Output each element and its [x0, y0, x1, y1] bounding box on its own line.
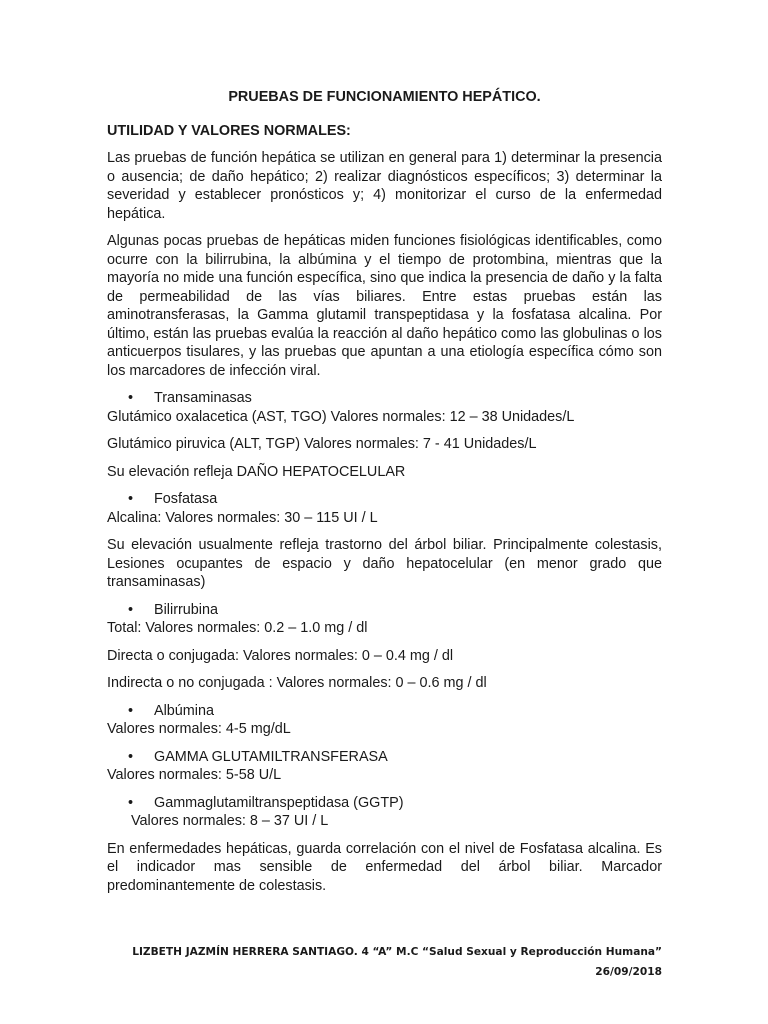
- bullet-label: Albúmina: [154, 702, 214, 719]
- document-body: [107, 88, 662, 904]
- intro-paragraph: Las pruebas de función hepática se utilizan en general para 1) determinar la presencia o ausencia; de daño hepático; 2) realizar diagnósticos específicos; 3) determinar la severidad y establecer pronósticos y; 4) monitorizar el curso de la enfermedad hepática.: [107, 150, 662, 222]
- bilirrubina-total: Total: Valores normales: 0.2 – 1.0 mg / dl: [107, 620, 368, 636]
- albumina-values: Valores normales: 4-5 mg/dL: [107, 721, 291, 737]
- bullet-icon: •: [128, 794, 134, 811]
- bullet-icon: •: [128, 390, 134, 406]
- bullet-icon: •: [128, 748, 134, 765]
- bullet-icon: •: [128, 491, 134, 507]
- bullet-label: Fosfatasa: [154, 491, 218, 507]
- section-subtitle: UTILIDAD Y VALORES NORMALES:: [107, 122, 351, 139]
- document-title: PRUEBAS DE FUNCIONAMIENTO HEPÁTICO.: [228, 89, 541, 105]
- second-paragraph: Algunas pocas pruebas de hepáticas miden funciones fisiológicas identificables, como ocurre con la bilirrubina, la albúmina y el tiempo de protombina, mientras que la mayoría no mide una función específica, sino que indica la presencia de daño y la falta de permeabilidad de las vías biliares. Entre estas pruebas están las aminotransferasas, la Gamma glutamil transpeptidasa y la fosfatasa alcalina. Por último, están las pruebas evalúa la reacción al daño hepático como las globulinas o los anticuerpos tisulares, y las pruebas que apuntan a una etiología específica cómo son los marcadores de infección viral.: [107, 233, 662, 379]
- fosfatasa-note: Su elevación usualmente refleja trastorno del árbol biliar. Principalmente colestasis, Lesiones ocupantes de espacio y daño hepatocelular (en menor grado que transaminasas): [107, 537, 662, 590]
- bullet-label: Bilirrubina: [154, 601, 218, 618]
- bilirrubina-indirecta: Indirecta o no conjugada : Valores normales: 0 – 0.6 mg / dl: [107, 675, 487, 691]
- bilirrubina-directa: Directa o conjugada: Valores normales: 0 – 0.4 mg / dl: [107, 647, 454, 664]
- fosfatasa-values: Alcalina: Valores normales: 30 – 115 UI / L: [107, 509, 378, 526]
- bullet-icon: •: [128, 702, 134, 719]
- footer-date: 26/09/2018: [595, 966, 662, 978]
- bullet-gamma: [107, 748, 662, 767]
- bullet-bilirrubina: [107, 601, 662, 620]
- bullet-icon: •: [128, 601, 134, 618]
- bullet-transaminasas: [107, 389, 662, 408]
- bullet-fosfatasa: [107, 490, 662, 509]
- footer-author-line: LIZBETH JAZMÍN HERRERA SANTIAGO. 4 “A” M.C “Salud Sexual y Reproducción Humana”: [132, 946, 662, 958]
- bullet-ggtp: [107, 794, 662, 813]
- ast-values: Glutámico oxalacetica (AST, TGO) Valores normales: 12 – 38 Unidades/L: [107, 408, 575, 425]
- page-footer: [132, 942, 662, 982]
- bullet-albumina: [107, 702, 662, 721]
- ggtp-values: Valores normales: 8 – 37 UI / L: [131, 813, 329, 829]
- closing-paragraph: En enfermedades hepáticas, guarda correlación con el nivel de Fosfatasa alcalina. Es el indicador mas sensible de enfermedad del árbol biliar. Marcador predominantemente de colestasis.: [107, 840, 662, 894]
- bullet-label: Transaminasas: [154, 390, 252, 406]
- alt-values: Glutámico piruvica (ALT, TGP) Valores normales: 7 - 41 Unidades/L: [107, 436, 537, 452]
- gamma-values: Valores normales: 5-58 U/L: [107, 767, 282, 783]
- bullet-label: Gammaglutamiltranspeptidasa (GGTP): [154, 794, 404, 811]
- transaminasas-note: Su elevación refleja DAÑO HEPATOCELULAR: [107, 463, 406, 480]
- bullet-label: GAMMA GLUTAMILTRANSFERASA: [154, 748, 388, 765]
